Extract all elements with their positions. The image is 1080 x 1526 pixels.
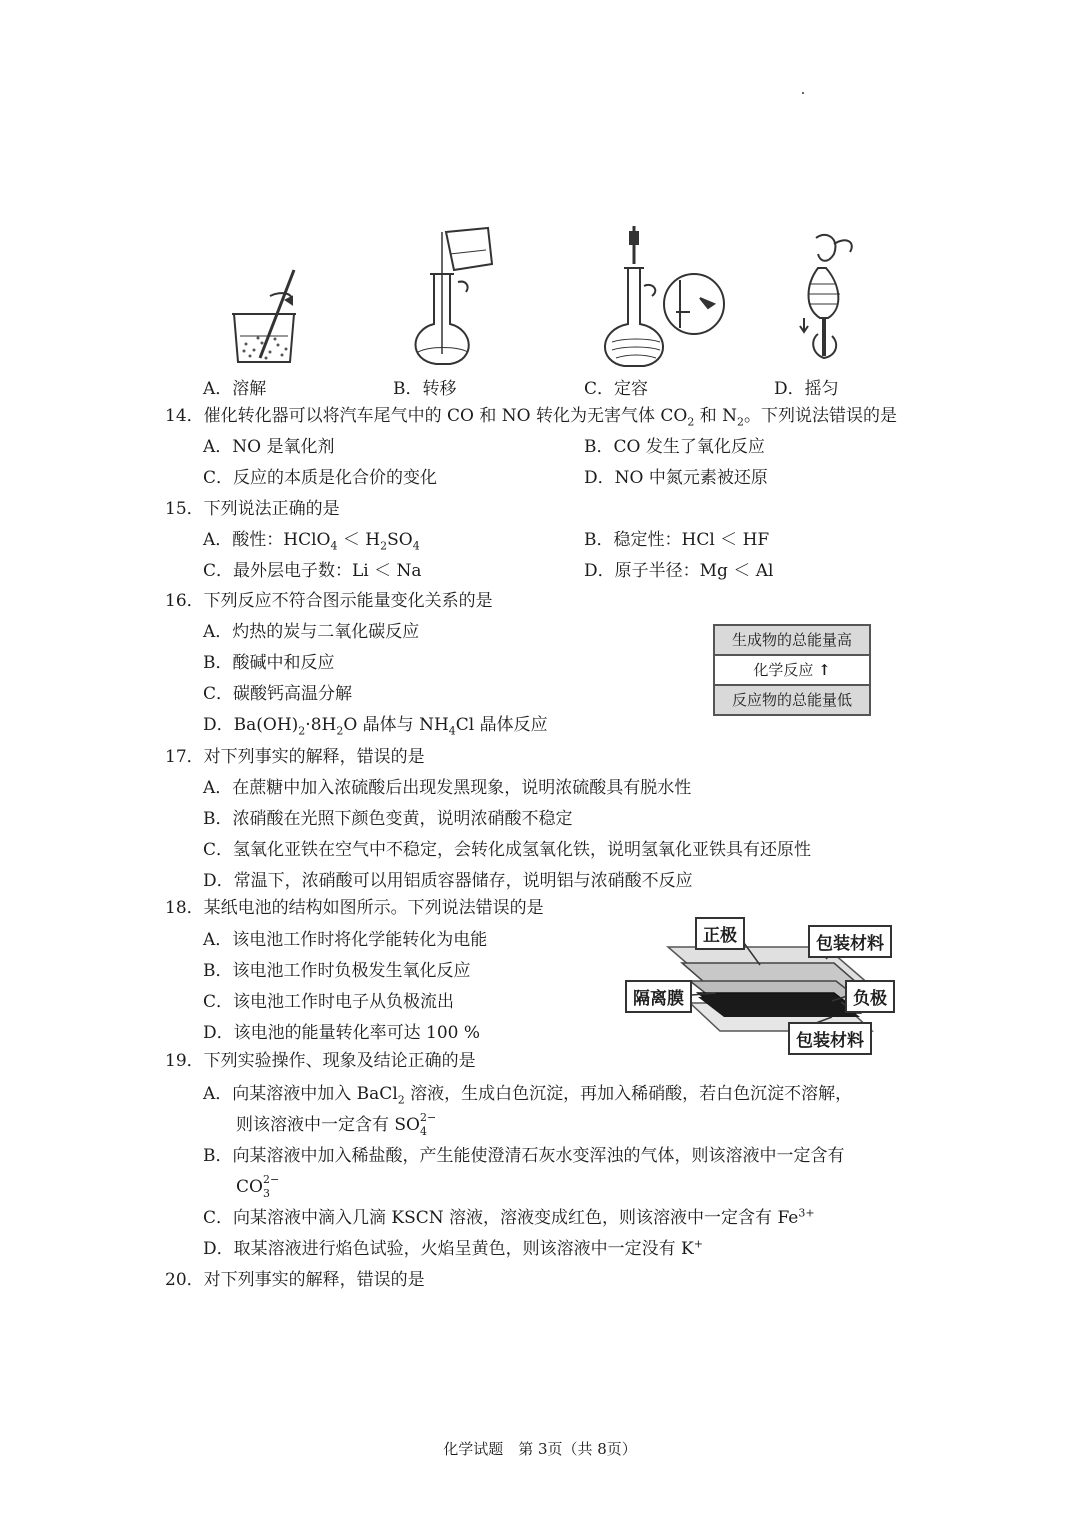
question-17-stem: 17．对下列事实的解释，错误的是: [165, 747, 425, 767]
q14-option-d: D．NO 中氮元素被还原: [584, 468, 768, 488]
scan-speck: [802, 92, 804, 94]
battery-label-separator: 隔离膜: [625, 980, 692, 1013]
q19-option-a-line1: A．向某溶液中加入 BaCl$_2$ 溶液，生成白色沉淀，再加入稀硝酸，若白色沉淀不溶解，: [203, 1084, 853, 1107]
up-arrow-icon: ↑: [818, 661, 831, 679]
option-d-shake-label: D．摇匀: [774, 379, 839, 399]
q19-option-a-line2: 则该溶液中一定含有 SO 2− 4: [236, 1111, 437, 1138]
question-18-stem: 18．某纸电池的结构如图所示。下列说法错误的是: [165, 898, 544, 918]
q18-option-d: D．该电池的能量转化率可达 100 %: [203, 1023, 481, 1043]
option-c-fix-volume-label: C．定容: [584, 379, 649, 399]
page-footer: 化学试题 第 3页（共 8页）: [443, 1440, 637, 1458]
option-b-transfer-label: B．转移: [393, 379, 457, 399]
q16-option-c: C．碳酸钙高温分解: [203, 684, 353, 704]
battery-label-negative: 负极: [845, 980, 895, 1013]
q15-option-b: B．稳定性：HCl ＜ HF: [584, 530, 770, 550]
q19-option-d: D．取某溶液进行焰色试验，火焰呈黄色，则该溶液中一定没有 K+: [203, 1237, 703, 1259]
q17-option-d: D．常温下，浓硝酸可以用铝质容器储存，说明铝与浓硝酸不反应: [203, 871, 693, 891]
q14-option-a: A．NO 是氧化剂: [203, 437, 335, 457]
question-15-stem: 15．下列说法正确的是: [165, 499, 340, 519]
q13-apparatus-figure: [220, 224, 900, 374]
dissolve-beaker-drawing: [232, 270, 296, 362]
question-14-stem: 14．催化转化器可以将汽车尾气中的 CO 和 NO 转化为无害气体 $CO_2$ 和 $N_2$。下列说法错误的是: [165, 406, 898, 429]
option-a-dissolve-label: A．溶解: [203, 379, 267, 399]
battery-label-packaging-top: 包装材料: [808, 925, 892, 958]
q15-option-d: D．原子半径：Mg ＜ Al: [584, 561, 774, 581]
energy-diagram: [713, 624, 871, 716]
q14-option-c: C．反应的本质是化合价的变化: [203, 468, 438, 488]
battery-label-packaging-bottom: 包装材料: [788, 1022, 872, 1055]
question-16-stem: 16．下列反应不符合图示能量变化关系的是: [165, 591, 493, 611]
q16-option-a: A．灼热的炭与二氧化碳反应: [203, 622, 420, 642]
question-20-stem: 20．对下列事实的解释，错误的是: [165, 1270, 425, 1290]
q19-option-c: C．向某溶液中滴入几滴 KSCN 溶液，溶液变成红色，则该溶液中一定含有 $Fe^{3+}$: [203, 1206, 815, 1228]
q18-option-b: B．该电池工作时负极发生氧化反应: [203, 961, 471, 981]
q17-option-b: B．浓硝酸在光照下颜色变黄，说明浓硝酸不稳定: [203, 809, 573, 829]
q17-option-c: C．氢氧化亚铁在空气中不稳定，会转化成氢氧化铁，说明氢氧化亚铁具有还原性: [203, 840, 812, 860]
q14-option-b: B．CO 发生了氧化反应: [584, 437, 765, 457]
energy-products-high: 生成物的总能量高: [715, 626, 869, 654]
q18-option-c: C．该电池工作时电子从负极流出: [203, 992, 455, 1012]
q15-option-a: A．酸性：HClO$_4$ ＜ $H_2SO_4$: [203, 530, 420, 553]
shake-flask-drawing: [800, 235, 852, 358]
battery-label-positive: 正极: [695, 917, 745, 950]
q19-option-b-line2: CO 2− 3: [236, 1173, 280, 1200]
energy-reaction-row: 化学反应 ↑: [715, 654, 869, 686]
q19-option-b-line1: B．向某溶液中加入稀盐酸，产生能使澄清石灰水变浑浊的气体，则该溶液中一定含有: [203, 1146, 845, 1166]
q16-option-d: D．$Ba(OH)_2\cdot 8H_2O$ 晶体与 $NH_4Cl$ 晶体反应: [203, 715, 548, 738]
question-19-stem: 19．下列实验操作、现象及结论正确的是: [165, 1051, 476, 1071]
fix-volume-flask-drawing: [605, 226, 724, 366]
q18-option-a: A．该电池工作时将化学能转化为电能: [203, 930, 488, 950]
energy-reactants-low: 反应物的总能量低: [715, 686, 869, 714]
q16-option-b: B．酸碱中和反应: [203, 653, 335, 673]
q15-option-c: C．最外层电子数：Li ＜ Na: [203, 561, 422, 581]
q17-option-a: A．在蔗糖中加入浓硫酸后出现发黑现象，说明浓硫酸具有脱水性: [203, 778, 692, 798]
transfer-flask-drawing: [416, 228, 493, 364]
